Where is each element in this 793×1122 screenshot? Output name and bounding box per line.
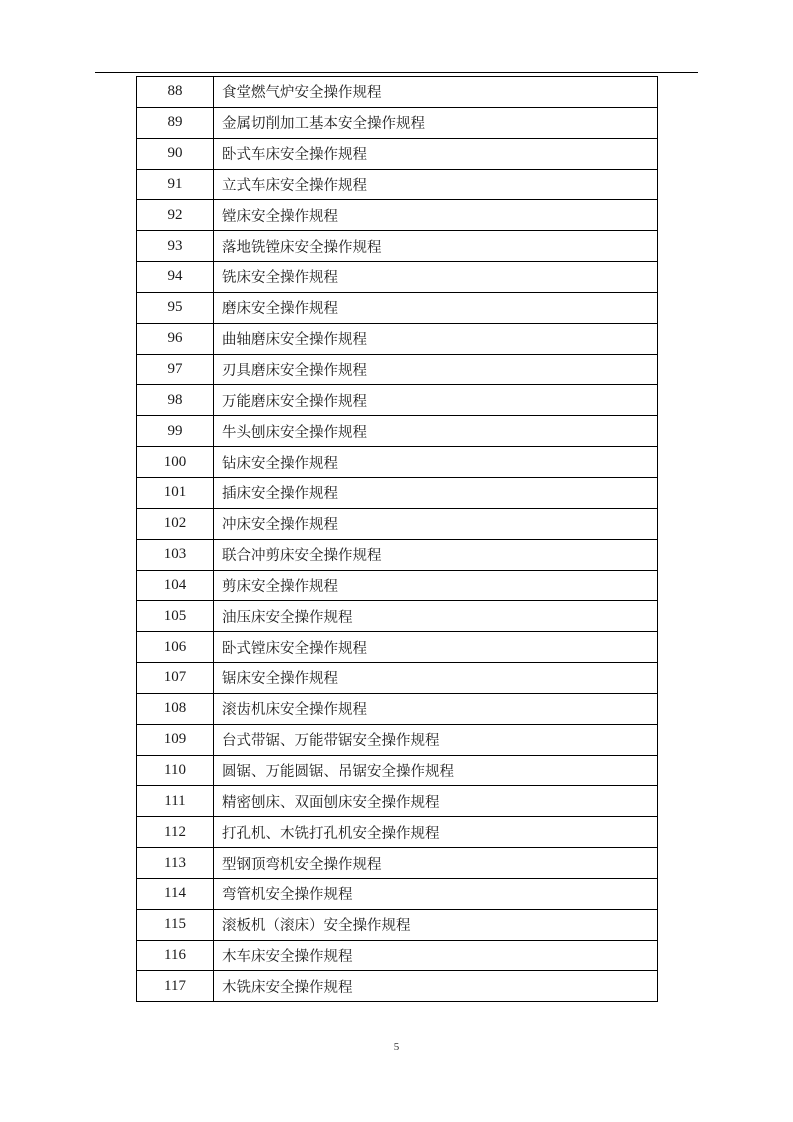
- row-title: 镗床安全操作规程: [214, 200, 658, 231]
- table-row: [137, 601, 658, 632]
- row-title: 立式车床安全操作规程: [214, 169, 658, 200]
- row-number: 108: [137, 693, 214, 724]
- row-number: 104: [137, 570, 214, 601]
- row-number: 95: [137, 292, 214, 323]
- table-row: [137, 169, 658, 200]
- table-row: [137, 138, 658, 169]
- row-number: 100: [137, 447, 214, 478]
- table-row: [137, 539, 658, 570]
- row-title: 钻床安全操作规程: [214, 447, 658, 478]
- row-number: 92: [137, 200, 214, 231]
- row-title: 万能磨床安全操作规程: [214, 385, 658, 416]
- row-title: 金属切削加工基本安全操作规程: [214, 107, 658, 138]
- row-number: 110: [137, 755, 214, 786]
- row-number: 112: [137, 817, 214, 848]
- row-number: 115: [137, 909, 214, 940]
- row-title: 冲床安全操作规程: [214, 508, 658, 539]
- row-title: 卧式镗床安全操作规程: [214, 632, 658, 663]
- row-number: 101: [137, 477, 214, 508]
- row-number: 90: [137, 138, 214, 169]
- row-title: 刃具磨床安全操作规程: [214, 354, 658, 385]
- table-row: [137, 200, 658, 231]
- row-title: 落地铣镗床安全操作规程: [214, 231, 658, 262]
- table-row: [137, 508, 658, 539]
- row-title: 木车床安全操作规程: [214, 940, 658, 971]
- row-number: 99: [137, 416, 214, 447]
- row-title: 精密刨床、双面刨床安全操作规程: [214, 786, 658, 817]
- row-number: 96: [137, 323, 214, 354]
- row-title: 型钢顶弯机安全操作规程: [214, 848, 658, 879]
- row-number: 91: [137, 169, 214, 200]
- row-title: 铣床安全操作规程: [214, 262, 658, 293]
- row-title: 滚板机（滚床）安全操作规程: [214, 909, 658, 940]
- table-row: [137, 262, 658, 293]
- row-number: 102: [137, 508, 214, 539]
- table-row: [137, 724, 658, 755]
- table-row: [137, 848, 658, 879]
- table-row: [137, 477, 658, 508]
- table-row: [137, 632, 658, 663]
- row-number: 98: [137, 385, 214, 416]
- table-row: [137, 940, 658, 971]
- row-title: 剪床安全操作规程: [214, 570, 658, 601]
- table-row: [137, 385, 658, 416]
- row-title: 滚齿机床安全操作规程: [214, 693, 658, 724]
- row-title: 曲轴磨床安全操作规程: [214, 323, 658, 354]
- row-number: 97: [137, 354, 214, 385]
- table-row: [137, 107, 658, 138]
- row-title: 联合冲剪床安全操作规程: [214, 539, 658, 570]
- row-title: 卧式车床安全操作规程: [214, 138, 658, 169]
- row-number: 113: [137, 848, 214, 879]
- row-title: 木铣床安全操作规程: [214, 971, 658, 1002]
- row-title: 食堂燃气炉安全操作规程: [214, 77, 658, 108]
- procedures-table: [136, 76, 658, 1002]
- table-row: [137, 878, 658, 909]
- row-number: 111: [137, 786, 214, 817]
- row-number: 114: [137, 878, 214, 909]
- row-title: 打孔机、木铣打孔机安全操作规程: [214, 817, 658, 848]
- row-title: 磨床安全操作规程: [214, 292, 658, 323]
- table-row: [137, 909, 658, 940]
- table-body: [137, 77, 658, 1002]
- row-title: 油压床安全操作规程: [214, 601, 658, 632]
- table-row: [137, 817, 658, 848]
- row-number: 105: [137, 601, 214, 632]
- table-row: [137, 755, 658, 786]
- row-number: 88: [137, 77, 214, 108]
- page-number: 5: [393, 1041, 400, 1053]
- row-title: 牛头刨床安全操作规程: [214, 416, 658, 447]
- header-rule: [95, 72, 698, 73]
- table-row: [137, 570, 658, 601]
- table-row: [137, 971, 658, 1002]
- row-number: 107: [137, 663, 214, 694]
- row-title: 台式带锯、万能带锯安全操作规程: [214, 724, 658, 755]
- table-row: [137, 231, 658, 262]
- row-number: 106: [137, 632, 214, 663]
- row-number: 109: [137, 724, 214, 755]
- row-number: 117: [137, 971, 214, 1002]
- row-number: 89: [137, 107, 214, 138]
- row-title: 锯床安全操作规程: [214, 663, 658, 694]
- table-row: [137, 354, 658, 385]
- row-number: 94: [137, 262, 214, 293]
- row-title: 插床安全操作规程: [214, 477, 658, 508]
- table-row: [137, 416, 658, 447]
- table-row: [137, 693, 658, 724]
- table-row: [137, 77, 658, 108]
- table-row: [137, 663, 658, 694]
- row-title: 圆锯、万能圆锯、吊锯安全操作规程: [214, 755, 658, 786]
- table-row: [137, 292, 658, 323]
- row-number: 103: [137, 539, 214, 570]
- table-row: [137, 447, 658, 478]
- table-row: [137, 323, 658, 354]
- row-title: 弯管机安全操作规程: [214, 878, 658, 909]
- row-number: 93: [137, 231, 214, 262]
- row-number: 116: [137, 940, 214, 971]
- table-row: [137, 786, 658, 817]
